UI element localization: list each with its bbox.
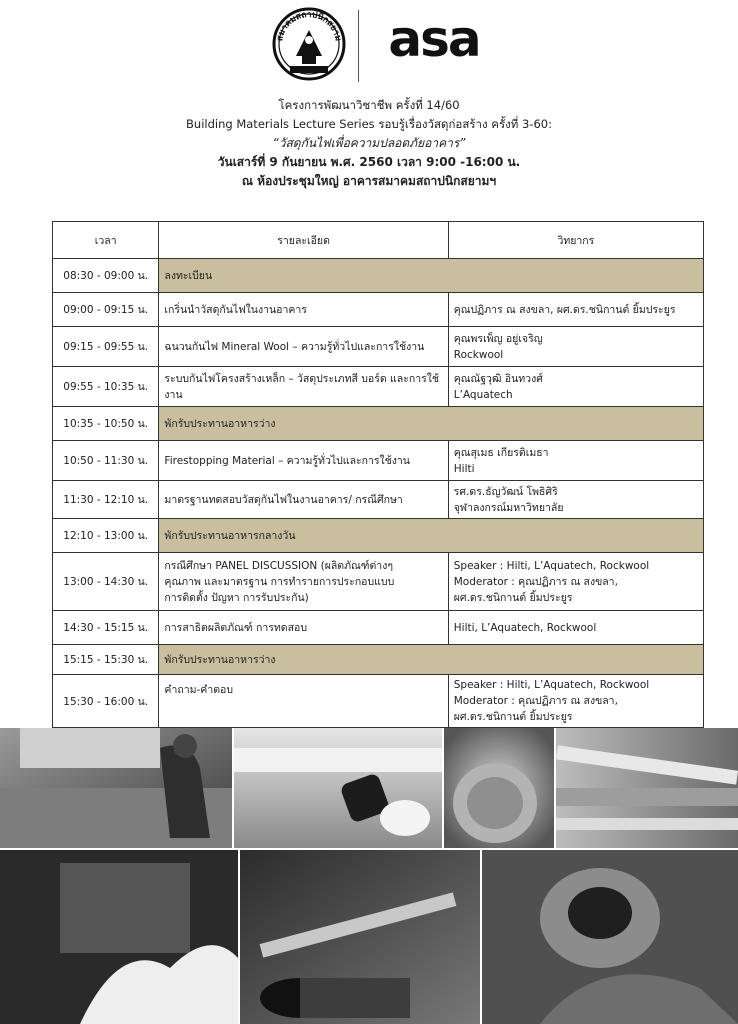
table-row [53,611,704,645]
row-detail [159,553,448,611]
speaker-name: คุณสุเมธ เกียรติเมธา [453,446,549,459]
row-time: 15:30 - 16:00 น. [53,675,159,728]
row-speaker [448,553,703,611]
moderator-line: Moderator : คุณปฏิภาร ณ สงขลา, [453,575,618,588]
row-speaker: คุณปฏิภาร ณ สงขลา, ผศ.ดร.ชนิกานต์ ยิ้มประยูร [448,293,703,327]
photo-mineral-wool-roll [444,728,554,848]
row-speaker [448,481,703,519]
row-time: 11:30 - 12:10 น. [53,481,159,519]
row-detail: เกริ่นนำวัสดุกันไฟในงานอาคาร [159,293,448,327]
header-detail: รายละเอียด [159,222,448,259]
table-row [53,645,704,675]
row-time: 09:15 - 09:55 น. [53,327,159,367]
table-row [53,441,704,481]
speaker-org: L’Aquatech [453,388,513,401]
table-row [53,519,704,553]
photo-worker-installing [0,728,232,848]
row-time: 13:00 - 14:30 น. [53,553,159,611]
row-speaker [448,441,703,481]
row-break-detail: พักรับประทานอาหารว่าง [159,407,704,441]
moderator-line: ผศ.ดร.ชนิกานต์ ยิ้มประยูร [453,591,573,604]
row-detail: ระบบกันไฟโครงสร้างเหล็ก – วัสดุประเภทสี บอร์ด และการใช้งาน [159,367,448,407]
asa-seal-logo [272,4,346,84]
row-break-detail: พักรับประทานอาหารกลางวัน [159,519,704,553]
header-logos [0,0,738,92]
detail-line: คุณภาพ และมาตรฐาน การทำรายการประกอบแบบ [164,575,395,588]
row-detail: มาตรฐานทดสอบวัสดุกันไฟในงานอาคาร/ กรณีศึกษา [159,481,448,519]
venue-line: ณ ห้องประชุมใหญ่ อาคารสมาคมสถาปนิกสยามฯ [241,174,497,188]
table-row [53,407,704,441]
row-time: 08:30 - 09:00 น. [53,259,159,293]
topic-line: “วัสดุกันไฟเพื่อความปลอดภัยอาคาร” [272,136,466,150]
moderator-line: ผศ.ดร.ชนิกานต์ ยิ้มประยูร [453,711,573,723]
photo-firefighter [482,850,738,1024]
row-speaker [448,327,703,367]
row-speaker [448,367,703,407]
detail-line: กรณีศึกษา PANEL DISCUSSION (ผลิตภัณฑ์ต่างๆ [164,559,393,572]
header-speaker: วิทยากร [448,222,703,259]
table-row [53,481,704,519]
seal-text: สมาคมสถาปนิกสยาม [275,9,343,42]
speaker-org: Hilti [453,462,475,475]
schedule-table [52,221,704,728]
table-row [53,293,704,327]
series-line: Building Materials Lecture Series รอบรู้เรื่องวัสดุก่อสร้าง ครั้งที่ 3-60: [186,117,552,131]
project-line: โครงการพัฒนาวิชาชีพ ครั้งที่ 14/60 [278,98,460,112]
table-row [53,259,704,293]
header-time: เวลา [53,222,159,259]
row-break-detail: ลงทะเบียน [159,259,704,293]
table-header-row [53,222,704,259]
speaker-line: Speaker : Hilti, L’Aquatech, Rockwool [453,679,650,691]
speaker-name: คุณพรเพ็ญ อยู่เจริญ [453,332,543,345]
date-line: วันเสาร์ที่ 9 กันยายน พ.ศ. 2560 เวลา 9:00 -16:00 น. [217,155,521,169]
row-time: 12:10 - 13:00 น. [53,519,159,553]
row-detail: คำถาม-คำตอบ [159,675,448,728]
speaker-name: คุณณัฐวุฒิ อินทวงศ์ [453,372,543,385]
table-row [53,327,704,367]
row-time: 15:15 - 15:30 น. [53,645,159,675]
detail-line: การติดตั้ง ปัญหา การรับประกัน) [164,591,309,604]
speaker-line: Speaker : Hilti, L’Aquatech, Rockwool [453,559,650,572]
table-row [53,553,704,611]
moderator-line: Moderator : คุณปฏิภาร ณ สงขลา, [453,695,618,707]
photo-fire-test [0,850,238,1024]
row-speaker: Hilti, L’Aquatech, Rockwool [448,611,703,645]
event-title-block [0,96,738,191]
row-speaker [448,675,703,728]
row-time: 10:35 - 10:50 น. [53,407,159,441]
table-row [53,675,704,728]
speaker-name: รศ.ดร.ธัญวัฒน์ โพธิศิริ [453,485,558,498]
logo-divider [358,10,359,82]
row-break-detail: พักรับประทานอาหารว่าง [159,645,704,675]
speaker-org: จุฬาลงกรณ์มหาวิทยาลัย [453,501,564,514]
row-detail: Firestopping Material – ความรู้ทั่วไปและการใช้งาน [159,441,448,481]
speaker-org: Rockwool [453,348,504,361]
photo-pipe-firestop [240,850,480,1024]
row-detail: ฉนวนกันไฟ Mineral Wool – ความรู้ทั่วไปและการใช้งาน [159,327,448,367]
photo-steel-beams [556,728,738,848]
row-time: 14:30 - 15:15 น. [53,611,159,645]
row-time: 09:55 - 10:35 น. [53,367,159,407]
photo-collage [0,728,738,1024]
photo-sealant-application [234,728,442,848]
row-detail: การสาธิตผลิตภัณฑ์ การทดสอบ [159,611,448,645]
row-time: 10:50 - 11:30 น. [53,441,159,481]
row-time: 09:00 - 09:15 น. [53,293,159,327]
asa-logo-text: asa [388,16,480,64]
asa-wordmark-logo [372,16,497,64]
table-row [53,367,704,407]
